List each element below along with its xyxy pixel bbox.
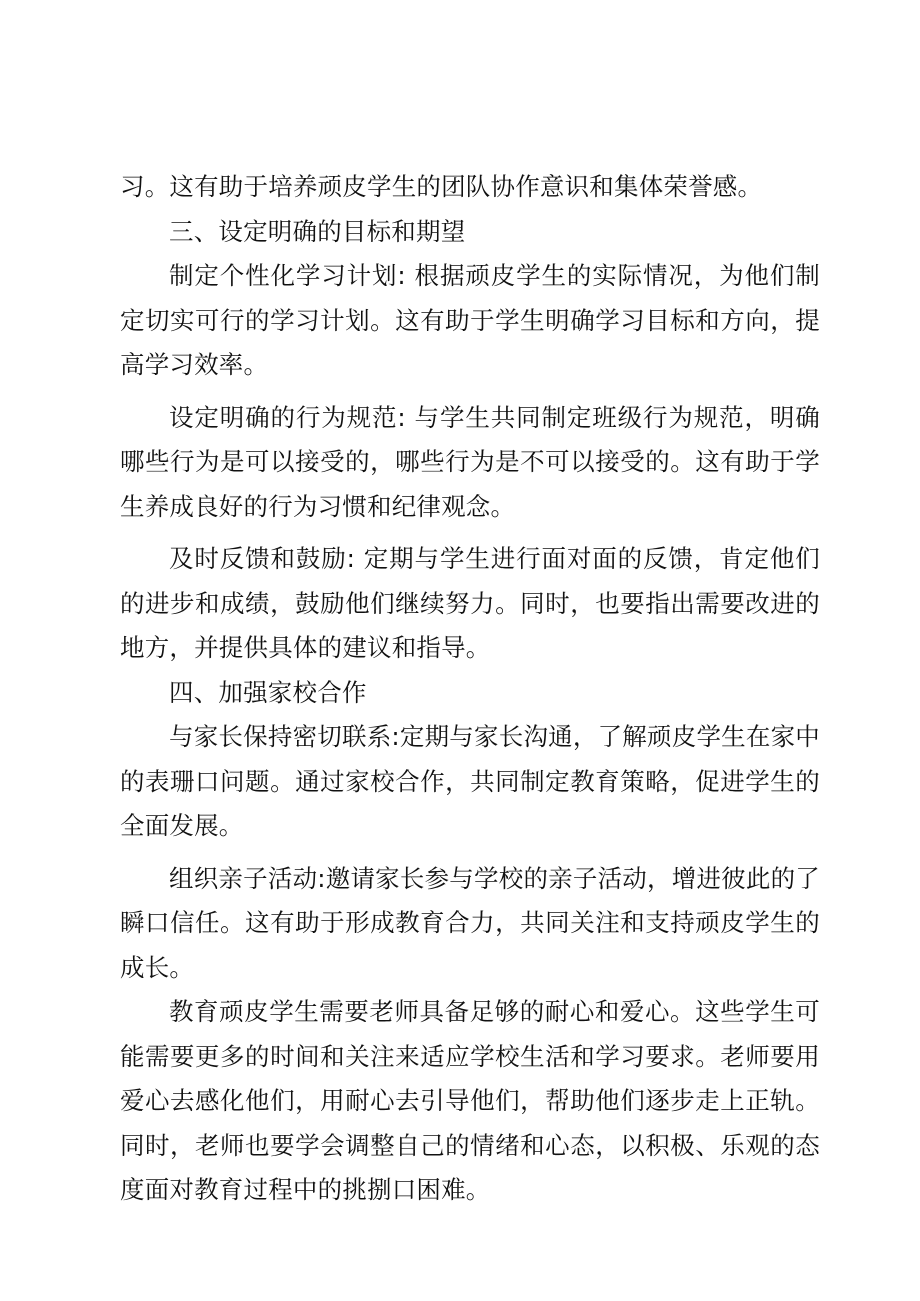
paragraph-family-activities: 组织亲子活动:邀请家长参与学校的亲子活动，增进彼此的了瞬口信任。这有助于形成教育合力，共同关注和支持顽皮学生的成长。 (120, 863, 820, 982)
paragraph-learning-plan: 制定个性化学习计划: 根据顽皮学生的实际情况，为他们制定切实可行的学习计划。这有助于学生明确学习目标和方向，提高学习效率。 (120, 261, 820, 379)
section-heading-3: 三、设定明确的目标和期望 (169, 216, 466, 246)
paragraph-behavior-norms: 设定明确的行为规范: 与学生共同制定班级行为规范，明确哪些行为是可以接受的，哪些行为是不可以接受的。这有助于学生养成良好的行为习惯和纪律观念。 (120, 402, 820, 521)
paragraph-parent-contact: 与家长保持密切联系:定期与家长沟通，了解顽皮学生在家中的表珊口问题。通过家校合作，共同制定教育策略，促进学生的全面发展。 (120, 722, 820, 840)
document-body (120, 165, 820, 1213)
paragraph-feedback: 及时反馈和鼓励: 定期与学生进行面对面的反馈，肯定他们的进步和成绩，鼓励他们继续努力。同时，也要指出需要改进的地方，并提供具体的建议和指导。 (120, 544, 820, 662)
paragraph-continuation: 习。这有助于培养顽皮学生的团队协作意识和集体荣誉感。 (120, 172, 763, 201)
paragraph-conclusion: 教育顽皮学生需要老师具备足够的耐心和爱心。这些学生可能需要更多的时间和关注来适应学校生活和学习要求。老师要用爱心去感化他们，用耐心去引导他们，帮助他们逐步走上正轨。同时，老师也要学会调整自己的情绪和心态，以积极、乐观的态度面对教育过程中的挑捌口困难。 (120, 997, 820, 1204)
section-heading-4: 四、加强家校合作 (169, 677, 367, 707)
